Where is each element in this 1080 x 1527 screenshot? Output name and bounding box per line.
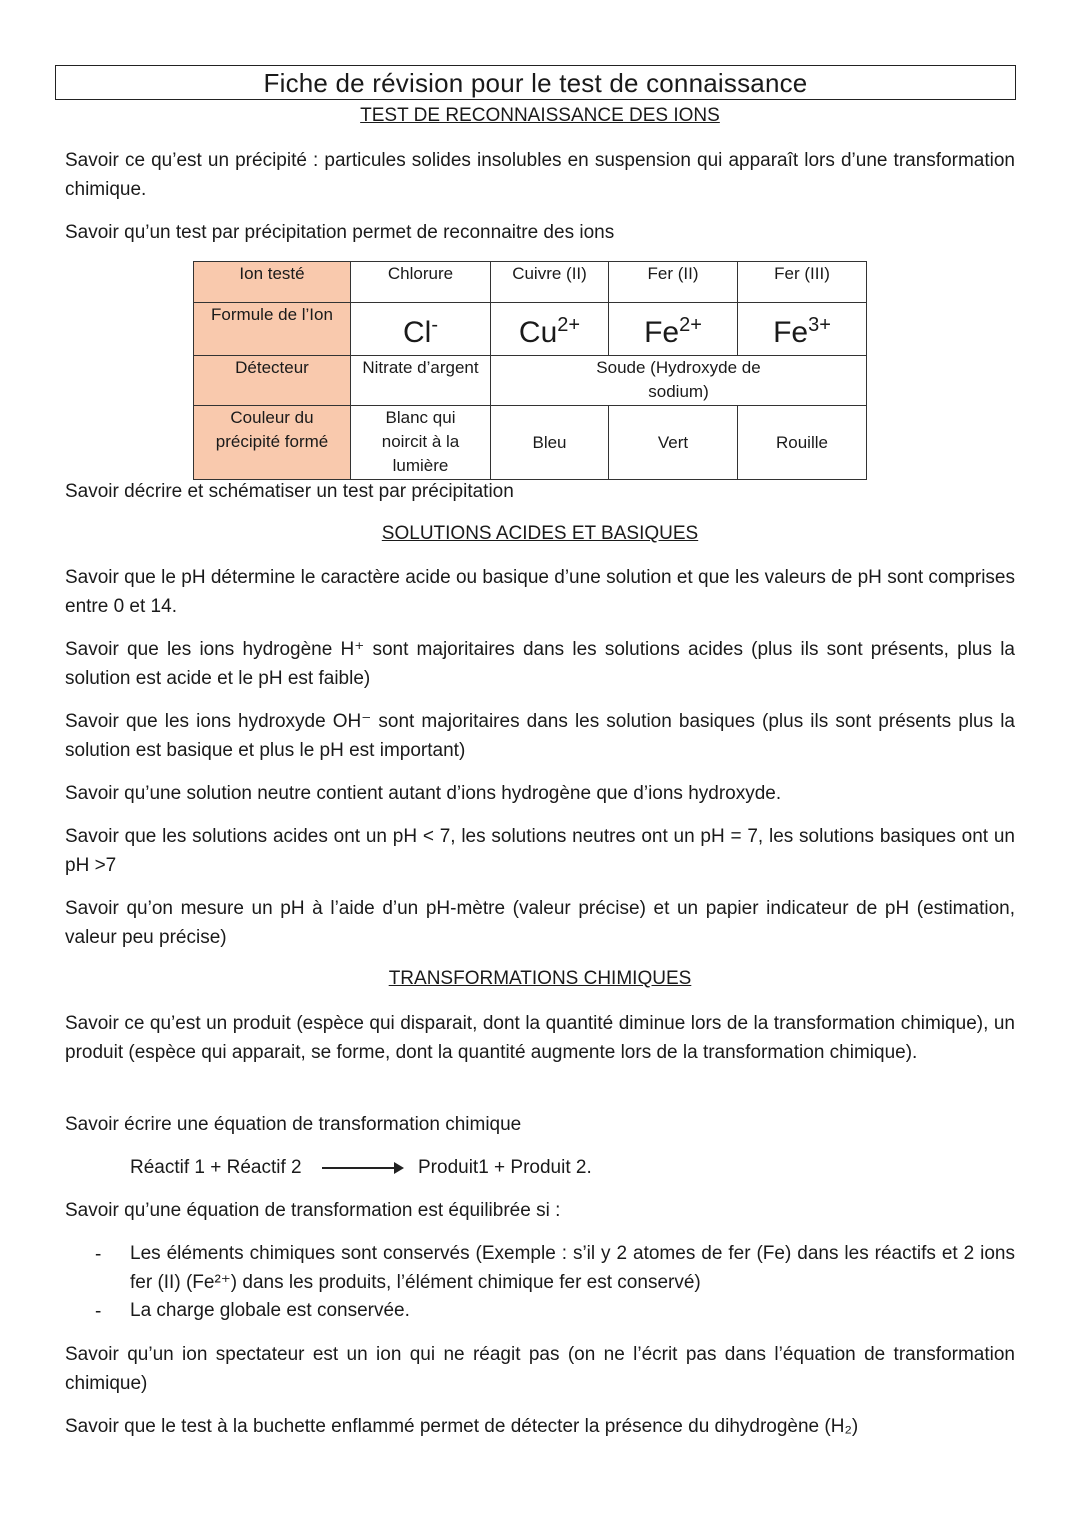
bullet-marker: - (95, 1244, 102, 1265)
equation-reactants: Réactif 1 + Réactif 2 (130, 1157, 302, 1178)
paragraph: Savoir que le test à la buchette enflammé permet de détecter la présence du dihydrogène (H₂) (65, 1416, 859, 1437)
table-row (194, 303, 867, 356)
color-cell: Rouille (738, 406, 867, 480)
paragraph: Savoir ce qu’est un précipité : particules solides insolubles en suspension qui apparaît lors d’une transformation chimique. (65, 150, 1015, 200)
paragraph: Savoir écrire une équation de transformation chimique (65, 1114, 522, 1135)
page-title: Fiche de révision pour le test de connaissance (263, 68, 808, 98)
paragraph: Savoir qu’une solution neutre contient autant d’ions hydrogène que d’ions hydroxyde. (65, 783, 782, 804)
table-row (194, 262, 867, 303)
ion-name-cell: Fer (II) (609, 262, 738, 303)
reaction-arrow-icon (322, 1167, 402, 1169)
ion-test-table (193, 261, 867, 480)
paragraph: Savoir qu’un test par précipitation permet de reconnaitre des ions (65, 222, 615, 243)
bullet-marker: - (95, 1301, 102, 1322)
row-header-ion: Ion testé (194, 262, 351, 303)
list-item: Les éléments chimiques sont conservés (Exemple : s’il y 2 atomes de fer (Fe) dans les réactifs et 2 ions fer (II) (Fe²⁺) dans les produits, l’élément chimique fer est conservé) (130, 1243, 1015, 1293)
formula-cell: $Fe^{3+}$ (738, 303, 867, 356)
paragraph: Savoir ce qu’est un produit (espèce qui disparait, dont la quantité diminue lors de la transformation chimique), un produit (espèce qui apparait, se forme, dont la quantité augmente lors de la transformation chimique). (65, 1013, 1015, 1063)
detector-cell: Nitrate d’argent (351, 356, 491, 406)
list-item: La charge globale est conservée. (130, 1300, 410, 1321)
section-heading-transfo: TRANSFORMATIONS CHIMIQUES (388, 968, 692, 989)
ion-name-cell: Fer (III) (738, 262, 867, 303)
color-cell: Vert (609, 406, 738, 480)
paragraph: Savoir que les ions hydroxyde OH⁻ sont majoritaires dans les solution basiques (plus ils sont présents plus la solution est basique et plus le pH est important) (65, 711, 1015, 761)
section-heading-ions: TEST DE RECONNAISSANCE DES IONS (360, 105, 720, 126)
row-header-formula: Formule de l’Ion (194, 303, 351, 356)
paragraph: Savoir que les solutions acides ont un pH < 7, les solutions neutres ont un pH = 7, les solutions basiques ont un pH >7 (65, 826, 1015, 876)
title-box (55, 65, 1016, 100)
formula-cell: $Fe^{2+}$ (609, 303, 738, 356)
table-row (194, 406, 867, 480)
ion-name-cell: Chlorure (351, 262, 491, 303)
color-cell: Blanc qui noircit à la lumière (351, 406, 491, 480)
formula-cell: $Cu^{2+}$ (491, 303, 609, 356)
paragraph: Savoir qu’un ion spectateur est un ion qui ne réagit pas (on ne l’écrit pas dans l’équation de transformation chimique) (65, 1344, 1015, 1394)
color-cell: Bleu (491, 406, 609, 480)
equation-products: Produit1 + Produit 2. (418, 1157, 592, 1178)
ion-name-cell: Cuivre (II) (491, 262, 609, 303)
detector-cell: Soude (Hydroxyde de sodium) (491, 356, 867, 406)
paragraph: Savoir que le pH détermine le caractère acide ou basique d’une solution et que les valeurs de pH sont comprises entre 0 et 14. (65, 567, 1015, 617)
formula-cell: Cl- (351, 303, 491, 356)
row-header-color: Couleur du précipité formé (194, 406, 351, 480)
paragraph: Savoir qu’une équation de transformation est équilibrée si : (65, 1200, 561, 1221)
section-heading-acid: SOLUTIONS ACIDES ET BASIQUES (381, 523, 699, 544)
table-row (194, 356, 867, 406)
paragraph: Savoir que les ions hydrogène H⁺ sont majoritaires dans les solutions acides (plus ils sont présents, plus la solution est acide et le pH est faible) (65, 639, 1015, 689)
paragraph: Savoir décrire et schématiser un test par précipitation (65, 481, 514, 502)
paragraph: Savoir qu’on mesure un pH à l’aide d’un pH-mètre (valeur précise) et un papier indicateur de pH (estimation, valeur peu précise) (65, 898, 1015, 948)
row-header-detector: Détecteur (194, 356, 351, 406)
